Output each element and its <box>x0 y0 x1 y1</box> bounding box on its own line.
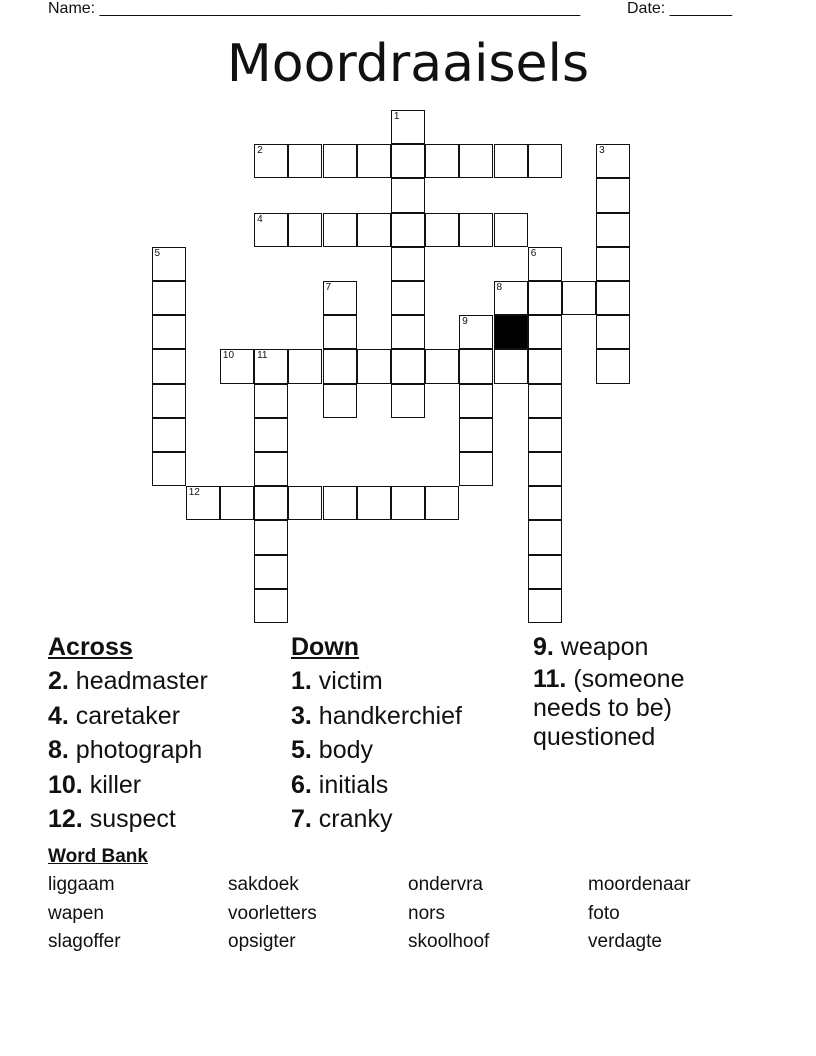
grid-cell[interactable] <box>152 315 186 349</box>
grid-cell[interactable] <box>391 110 425 144</box>
clue-number: 1 <box>393 111 400 122</box>
grid-cell[interactable] <box>323 315 357 349</box>
word-bank-item: sakdoek <box>228 874 299 895</box>
grid-cell[interactable] <box>254 520 288 554</box>
across-heading: Across <box>48 633 133 661</box>
grid-cell[interactable] <box>459 418 493 452</box>
grid-cell[interactable] <box>391 247 425 281</box>
word-bank-item: slagoffer <box>48 931 121 952</box>
grid-cell[interactable] <box>288 213 322 247</box>
grid-cell[interactable] <box>254 144 288 178</box>
across-clue: 2. headmaster <box>48 667 208 695</box>
clue-number: 7 <box>325 282 332 293</box>
grid-cell[interactable] <box>391 486 425 520</box>
grid-cell[interactable] <box>459 213 493 247</box>
grid-cell[interactable] <box>562 281 596 315</box>
word-bank-item: liggaam <box>48 874 115 895</box>
clue-number: 11 <box>257 350 268 362</box>
grid-cell[interactable] <box>323 281 357 315</box>
grid-cell[interactable] <box>494 144 528 178</box>
grid-cell[interactable] <box>254 589 288 623</box>
grid-cell[interactable] <box>528 486 562 520</box>
grid-cell[interactable] <box>596 349 630 383</box>
grid-cell[interactable] <box>152 452 186 486</box>
grid-cell[interactable] <box>323 144 357 178</box>
grid-cell[interactable] <box>288 349 322 383</box>
grid-cell[interactable] <box>528 247 562 281</box>
grid-cell[interactable] <box>254 486 288 520</box>
clue-number: 5 <box>154 247 161 259</box>
across-clue: 4. caretaker <box>48 701 181 730</box>
grid-cell[interactable] <box>528 144 562 178</box>
clue-number: 9 <box>462 316 468 328</box>
clue-number: 4 <box>257 213 263 225</box>
grid-cell[interactable] <box>391 213 425 247</box>
grid-cell[interactable] <box>357 486 391 520</box>
date-line: Date: _______ <box>627 0 732 17</box>
grid-cell[interactable] <box>425 144 459 178</box>
grid-cell[interactable] <box>357 144 391 178</box>
down-clue: 11. (someone needs to be) questioned <box>533 664 685 751</box>
grid-cell[interactable] <box>323 349 357 383</box>
grid-cell[interactable] <box>528 589 562 623</box>
grid-cell[interactable] <box>528 418 562 452</box>
grid-cell[interactable] <box>220 486 254 520</box>
down-clue: 6. initials <box>291 770 389 799</box>
down-heading: Down <box>291 633 360 661</box>
grid-cell[interactable] <box>152 247 186 281</box>
grid-cell[interactable] <box>391 349 425 383</box>
name-line: Name: ______________________________________________________ <box>48 0 581 17</box>
word-bank-item: voorletters <box>228 902 317 924</box>
across-clues <box>48 630 288 837</box>
grid-cell[interactable] <box>528 452 562 486</box>
grid-cell[interactable] <box>528 384 562 418</box>
grid-cell[interactable] <box>152 281 186 315</box>
grid-cell[interactable] <box>528 349 562 383</box>
grid-cell[interactable] <box>254 418 288 452</box>
grid-cell[interactable] <box>494 349 528 383</box>
word-bank-item: wapen <box>48 902 104 924</box>
word-bank-item: opsigter <box>228 931 296 952</box>
grid-cell[interactable] <box>494 213 528 247</box>
across-clue: 10. killer <box>48 770 142 799</box>
across-clue: 8. photograph <box>48 736 203 764</box>
grid-cell[interactable] <box>288 486 322 520</box>
clue-number: 8 <box>496 282 503 293</box>
grid-cell[interactable] <box>323 213 357 247</box>
grid-cell[interactable] <box>254 213 288 247</box>
grid-cell[interactable] <box>220 349 254 383</box>
grid-cell[interactable] <box>391 178 425 212</box>
black-square <box>494 315 528 349</box>
grid-cell[interactable] <box>391 144 425 178</box>
grid-cell[interactable] <box>425 349 459 383</box>
grid-cell[interactable] <box>425 213 459 247</box>
clue-number: 6 <box>530 247 537 259</box>
grid-cell[interactable] <box>528 315 562 349</box>
down-clue: 1. victim <box>291 667 383 695</box>
grid-cell[interactable] <box>425 486 459 520</box>
grid-cell[interactable] <box>459 144 493 178</box>
clue-number: 12 <box>188 487 200 499</box>
grid-cell[interactable] <box>528 555 562 589</box>
grid-cell[interactable] <box>528 281 562 315</box>
grid-cell[interactable] <box>254 349 288 383</box>
grid-cell[interactable] <box>357 213 391 247</box>
grid-cell[interactable] <box>459 452 493 486</box>
grid-cell[interactable] <box>186 486 220 520</box>
grid-cell[interactable] <box>152 418 186 452</box>
grid-cell[interactable] <box>254 452 288 486</box>
grid-cell[interactable] <box>357 349 391 383</box>
grid-cell[interactable] <box>391 384 425 418</box>
grid-cell[interactable] <box>528 520 562 554</box>
page-title: Moordraaisels <box>226 34 590 94</box>
clue-number: 3 <box>599 145 605 157</box>
grid-cell[interactable] <box>459 315 493 349</box>
grid-cell[interactable] <box>152 349 186 383</box>
down-clues <box>291 630 531 837</box>
word-bank-item: foto <box>588 902 620 924</box>
grid-cell[interactable] <box>459 349 493 383</box>
down-clue: 5. body <box>291 736 374 764</box>
grid-cell[interactable] <box>459 384 493 418</box>
word-bank-item: nors <box>408 902 445 924</box>
word-bank-title: Word Bank <box>48 846 148 867</box>
grid-cell[interactable] <box>323 486 357 520</box>
grid-cell[interactable] <box>494 281 528 315</box>
grid-cell[interactable] <box>596 247 630 281</box>
clue-number: 10 <box>222 350 235 362</box>
word-bank-item: ondervra <box>408 874 483 895</box>
grid-cell[interactable] <box>254 555 288 589</box>
word-bank-item: moordenaar <box>588 874 691 895</box>
grid-cell[interactable] <box>596 315 630 349</box>
grid-cell[interactable] <box>254 384 288 418</box>
grid-cell[interactable] <box>152 384 186 418</box>
grid-cell[interactable] <box>391 315 425 349</box>
down-clues-continued <box>533 630 773 752</box>
grid-cell[interactable] <box>323 384 357 418</box>
grid-cell[interactable] <box>596 144 630 178</box>
clue-number: 2 <box>257 145 263 157</box>
down-clue: 3. handkerchief <box>291 701 462 730</box>
down-clue: 9. weapon <box>533 633 649 661</box>
grid-cell[interactable] <box>288 144 322 178</box>
word-bank-item: verdagte <box>588 931 662 952</box>
grid-cell[interactable] <box>596 281 630 315</box>
grid-cell[interactable] <box>596 213 630 247</box>
word-bank-item: skoolhoof <box>408 931 490 952</box>
down-clue: 7. cranky <box>291 805 393 833</box>
grid-cell[interactable] <box>391 281 425 315</box>
grid-cell[interactable] <box>596 178 630 212</box>
across-clue: 12. suspect <box>48 805 176 833</box>
